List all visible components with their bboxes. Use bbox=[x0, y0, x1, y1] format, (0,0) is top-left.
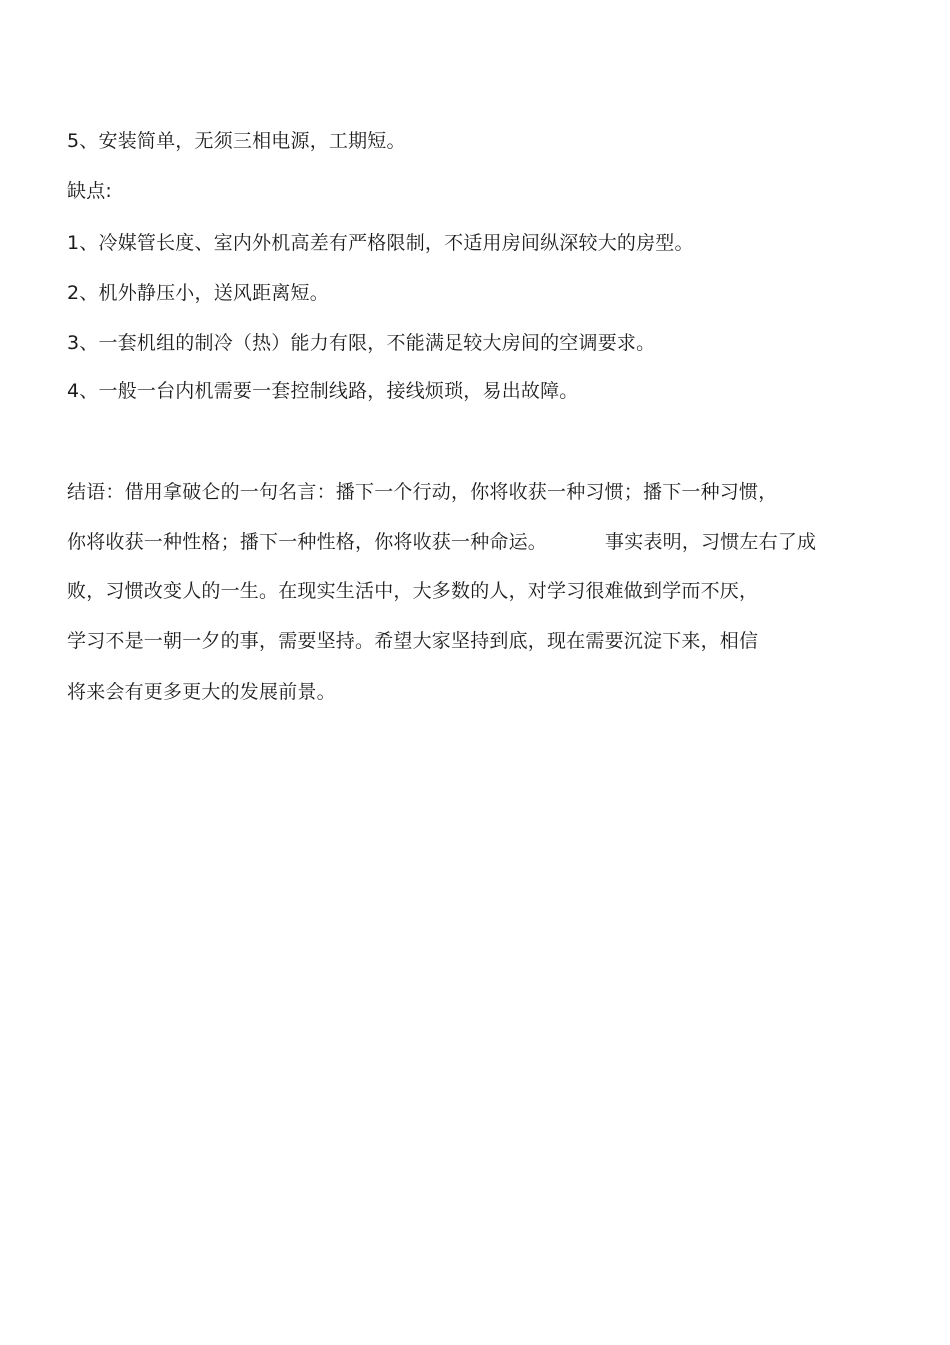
disadvantage-item-1: 1、冷媒管长度、室内外机高差有严格限制，不适用房间纵深较大的房型。 bbox=[67, 232, 694, 254]
conclusion-line-2 bbox=[67, 530, 816, 554]
advantage-item-5: 5、安装简单，无须三相电源，工期短。 bbox=[67, 130, 406, 152]
conclusion-line-1: 结语：借用拿破仑的一句名言：播下一个行动，你将收获一种习惯；播下一种习惯， bbox=[67, 481, 778, 503]
conclusion-line-2b: 事实表明，习惯左右了成 bbox=[605, 531, 817, 553]
disadvantage-item-3: 3、一套机组的制冷（热）能力有限，不能满足较大房间的空调要求。 bbox=[67, 332, 656, 354]
conclusion-line-3: 败，习惯改变人的一生。在现实生活中，大多数的人，对学习很难做到学而不厌， bbox=[67, 580, 759, 602]
disadvantage-item-2: 2、机外静压小，送风距离短。 bbox=[67, 282, 329, 304]
disadvantages-heading: 缺点: bbox=[67, 180, 113, 202]
disadvantage-item-4: 4、一般一台内机需要一套控制线路，接线烦琐，易出故障。 bbox=[67, 380, 579, 402]
conclusion-line-5: 将来会有更多更大的发展前景。 bbox=[67, 681, 336, 703]
conclusion-line-2a: 你将收获一种性格；播下一种性格，你将收获一种命运。 bbox=[67, 531, 548, 553]
conclusion-line-4: 学习不是一朝一夕的事，需要坚持。希望大家坚持到底，现在需要沉淀下来，相信 bbox=[67, 630, 759, 652]
